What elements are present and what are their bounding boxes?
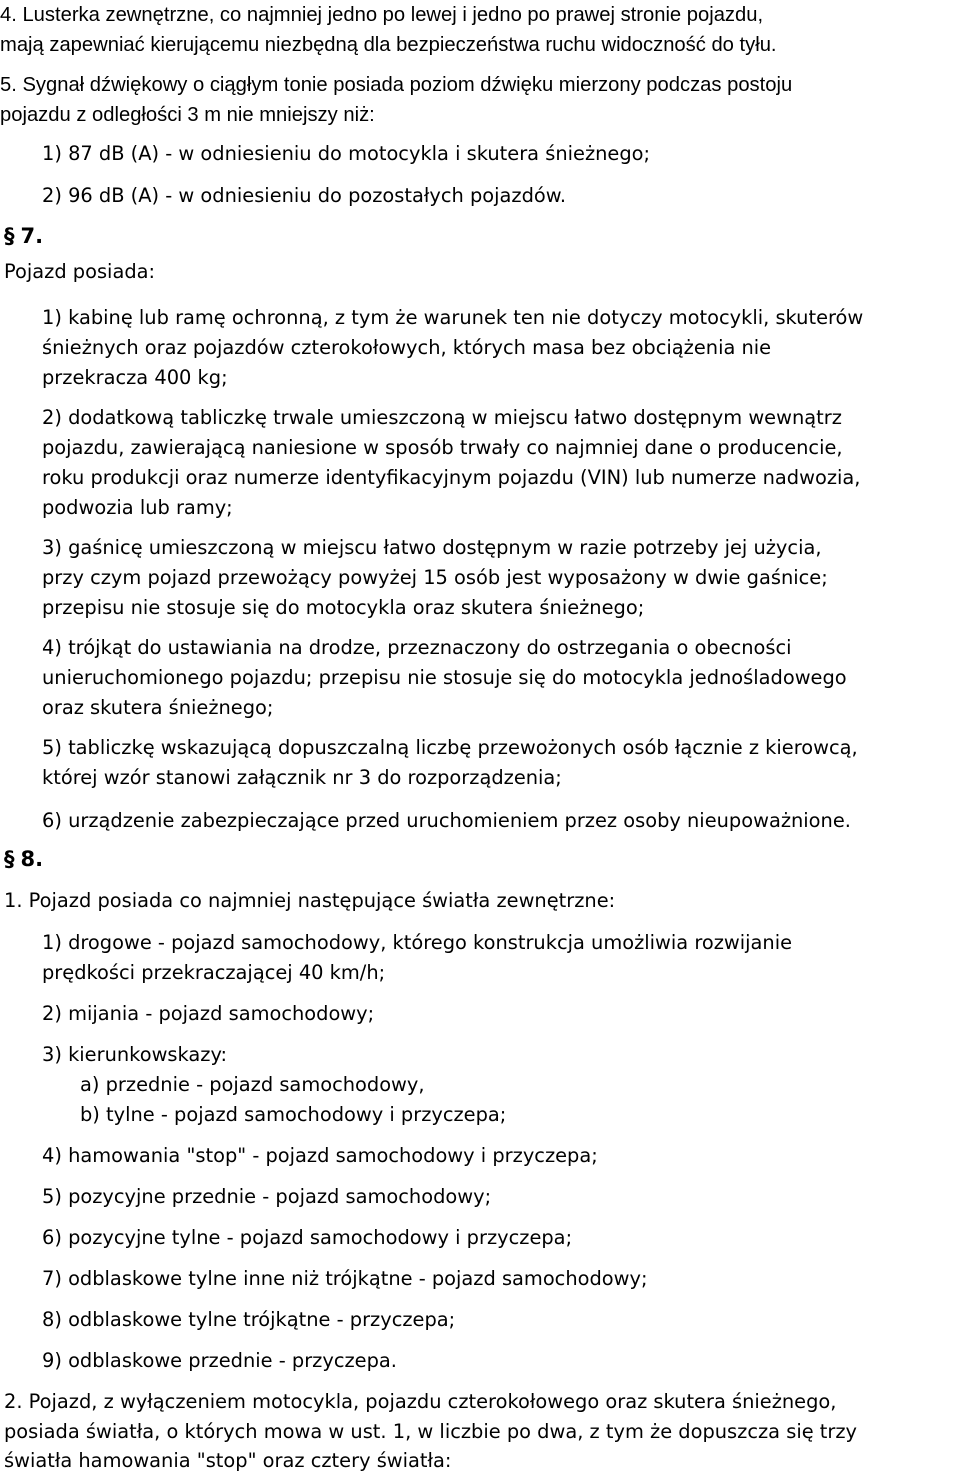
s7-item-2-line-1: 2) dodatkową tabliczkę trwale umieszczoną w miejscu łatwo dostępnym wewnątrz xyxy=(42,406,842,429)
section-7-intro: Pojazd posiada: xyxy=(4,260,156,283)
s8-item-2: 2) mijania - pojazd samochodowy; xyxy=(42,1002,375,1025)
paragraph-4-line-1: 4. Lusterka zewnętrzne, co najmniej jedno po lewej i jedno po prawej stronie pojazdu, xyxy=(0,4,764,26)
s7-item-6-line-1: 6) urządzenie zabezpieczające przed uruchomieniem przez osoby nieupoważnione. xyxy=(42,809,851,832)
section-8-heading xyxy=(4,844,43,874)
paragraph-5-item-1: 1) 87 dB (A) - w odniesieniu do motocykla i skutera śnieżnego; xyxy=(42,142,651,165)
s7-item-2-line-4: podwozia lub ramy; xyxy=(42,496,233,519)
s8-item-5: 5) pozycyjne przednie - pojazd samochodowy; xyxy=(42,1185,492,1208)
s7-item-3-line-1: 3) gaśnicę umieszczoną w miejscu łatwo dostępnym w razie potrzeby jej użycia, xyxy=(42,536,822,559)
paragraph-4-line-2: mają zapewniać kierującemu niezbędną dla bezpieczeństwa ruchu widoczność do tyłu. xyxy=(0,34,777,56)
section-sign: § xyxy=(4,224,15,248)
s7-item-1-line-3: przekracza 400 kg; xyxy=(42,366,228,389)
s8-paragraph-2-line-2: posiada światła, o których mowa w ust. 1, w liczbie po dwa, z tym że dopuszcza się trzy xyxy=(4,1420,858,1443)
section-7-number: 7. xyxy=(20,224,44,248)
paragraph-5-line-1: 5. Sygnał dźwiękowy o ciągłym tonie posiada poziom dźwięku mierzony podczas postoju xyxy=(0,74,793,96)
s8-item-7: 7) odblaskowe tylne inne niż trójkątne - pojazd samochodowy; xyxy=(42,1267,648,1290)
section-8-number: 8. xyxy=(20,847,44,871)
s8-item-9: 9) odblaskowe przednie - przyczepa. xyxy=(42,1349,397,1372)
s7-item-3-line-2: przy czym pojazd przewożący powyżej 15 osób jest wyposażony w dwie gaśnice; xyxy=(42,566,828,589)
s7-item-2-line-3: roku produkcji oraz numerze identyfikacyjnym pojazdu (VIN) lub numerze nadwozia, xyxy=(42,466,861,489)
s8-paragraph-1: 1. Pojazd posiada co najmniej następujące światła zewnętrzne: xyxy=(4,889,616,912)
paragraph-5-line-2: pojazdu z odległości 3 m nie mniejszy niż: xyxy=(0,104,375,126)
s8-item-4: 4) hamowania "stop" - pojazd samochodowy i przyczepa; xyxy=(42,1144,598,1167)
s7-item-3-line-3: przepisu nie stosuje się do motocykla oraz skutera śnieżnego; xyxy=(42,596,645,619)
s8-item-3: 3) kierunkowskazy: xyxy=(42,1043,228,1066)
s8-item-3a: a) przednie - pojazd samochodowy, xyxy=(80,1073,425,1096)
s7-item-4-line-3: oraz skutera śnieżnego; xyxy=(42,696,274,719)
s7-item-1-line-1: 1) kabinę lub ramę ochronną, z tym że warunek ten nie dotyczy motocykli, skuterów xyxy=(42,306,864,329)
s8-paragraph-2-line-1: 2. Pojazd, z wyłączeniem motocykla, pojazdu czterokołowego oraz skutera śnieżnego, xyxy=(4,1390,837,1413)
s7-item-4-line-2: unieruchomionego pojazdu; przepisu nie stosuje się do motocykla jednośladowego xyxy=(42,666,847,689)
s8-item-6: 6) pozycyjne tylne - pojazd samochodowy i przyczepa; xyxy=(42,1226,573,1249)
s7-item-5-line-1: 5) tabliczkę wskazującą dopuszczalną liczbę przewożonych osób łącznie z kierowcą, xyxy=(42,736,858,759)
s8-item-1-line-2: prędkości przekraczającej 40 km/h; xyxy=(42,961,386,984)
s8-item-8: 8) odblaskowe tylne trójkątne - przyczepa; xyxy=(42,1308,456,1331)
section-sign: § xyxy=(4,847,15,871)
s7-item-5-line-2: której wzór stanowi załącznik nr 3 do rozporządzenia; xyxy=(42,766,562,789)
section-7-heading xyxy=(4,221,43,251)
s7-item-2-line-2: pojazdu, zawierającą naniesione w sposób trwały co najmniej dane o producencie, xyxy=(42,436,843,459)
s7-item-1-line-2: śnieżnych oraz pojazdów czterokołowych, których masa bez obciążenia nie xyxy=(42,336,772,359)
s8-paragraph-2-line-3: światła hamowania "stop" oraz cztery światła: xyxy=(4,1449,452,1472)
s8-item-3b: b) tylne - pojazd samochodowy i przyczepa; xyxy=(80,1103,507,1126)
paragraph-5-item-2: 2) 96 dB (A) - w odniesieniu do pozostałych pojazdów. xyxy=(42,184,567,207)
s8-item-1-line-1: 1) drogowe - pojazd samochodowy, którego konstrukcja umożliwia rozwijanie xyxy=(42,931,793,954)
s7-item-4-line-1: 4) trójkąt do ustawiania na drodze, przeznaczony do ostrzegania o obecności xyxy=(42,636,792,659)
